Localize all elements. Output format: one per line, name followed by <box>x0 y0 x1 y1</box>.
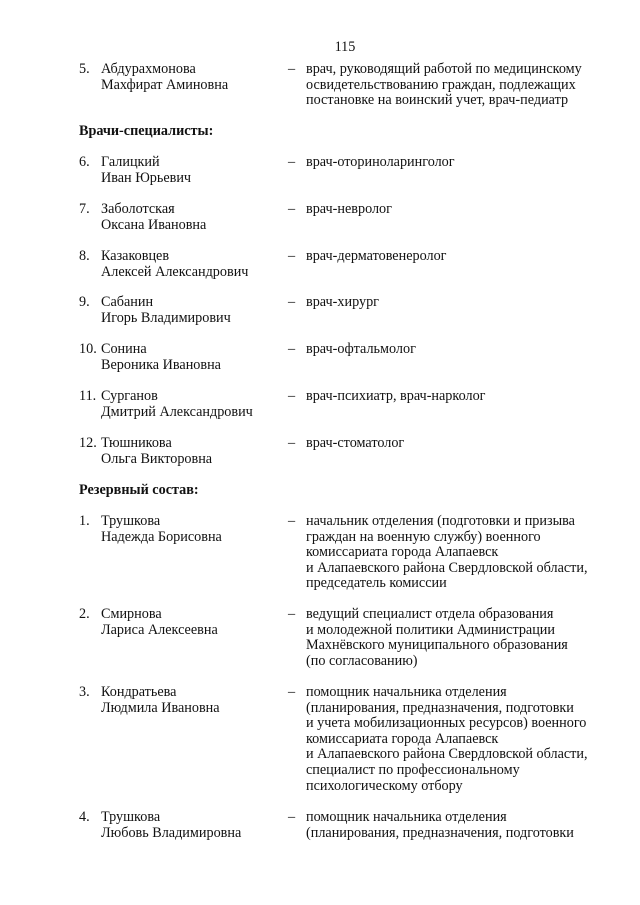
role-line: освидетельствованию граждан, подлежащих <box>306 76 576 93</box>
person-name <box>101 62 281 93</box>
role-description <box>306 202 616 218</box>
dash: – <box>288 294 296 310</box>
dash: – <box>288 341 296 357</box>
person-name <box>101 685 281 716</box>
dash: – <box>288 513 296 529</box>
dash: – <box>288 606 296 622</box>
dash: – <box>288 154 296 170</box>
item-number: 3. <box>79 684 90 700</box>
given-names: Дмитрий Александрович <box>101 403 253 420</box>
given-names: Иван Юрьевич <box>101 169 192 186</box>
role-line: (планирования, предназначения, подготовки <box>306 824 574 841</box>
item-number: 6. <box>79 154 90 170</box>
role-line: граждан на военную службу) военного <box>306 528 541 545</box>
surname: Абдурахмонова <box>101 61 196 77</box>
surname: Тюшникова <box>101 435 172 451</box>
role-line: и молодежной политики Администрации <box>306 621 555 638</box>
item-number: 5. <box>79 61 90 77</box>
person-name <box>101 607 281 638</box>
item-number: 1. <box>79 513 90 529</box>
dash: – <box>288 684 296 700</box>
role-description <box>306 389 616 405</box>
section-heading-specialists: Врачи-специалисты: <box>79 123 214 139</box>
role-line: комиссариата города Алапаевск <box>306 730 499 747</box>
role-description <box>306 295 616 311</box>
item-number: 8. <box>79 248 90 264</box>
dash: – <box>288 61 296 77</box>
role-line: ведущий специалист отдела образования <box>306 606 554 622</box>
given-names: Лариса Алексеевна <box>101 621 218 638</box>
surname: Сонина <box>101 341 147 357</box>
item-number: 10. <box>79 341 97 357</box>
role-description <box>306 810 616 841</box>
role-line: врач-невролог <box>306 201 392 217</box>
section-heading-reserve: Резервный состав: <box>79 482 199 498</box>
dash: – <box>288 388 296 404</box>
surname: Смирнова <box>101 606 162 622</box>
role-description <box>306 155 616 171</box>
person-name <box>101 436 281 467</box>
role-description <box>306 62 616 109</box>
item-number: 9. <box>79 294 90 310</box>
given-names: Любовь Владимировна <box>101 824 242 841</box>
role-line: врач-офтальмолог <box>306 341 416 357</box>
surname: Сабанин <box>101 294 154 310</box>
role-line: врач-дерматовенеролог <box>306 248 447 264</box>
role-line: врач-хирург <box>306 294 379 310</box>
surname: Сурганов <box>101 388 158 404</box>
given-names: Игорь Владимирович <box>101 309 231 326</box>
item-number: 12. <box>79 435 97 451</box>
role-description <box>306 249 616 265</box>
role-line: помощник начальника отделения <box>306 684 507 700</box>
item-number: 11. <box>79 388 97 404</box>
person-name <box>101 342 281 373</box>
given-names: Оксана Ивановна <box>101 216 207 233</box>
role-line: психологическому отбору <box>306 777 463 794</box>
role-line: врач-стоматолог <box>306 435 405 451</box>
person-name <box>101 155 281 186</box>
item-number: 4. <box>79 809 90 825</box>
page-number: 115 <box>334 39 356 55</box>
surname: Казаковцев <box>101 248 170 264</box>
role-description <box>306 607 616 669</box>
surname: Трушкова <box>101 809 161 825</box>
role-description <box>306 436 616 452</box>
role-line: и Алапаевского района Свердловской области, <box>306 746 588 763</box>
role-line: и учета мобилизационных ресурсов) военного <box>306 715 587 732</box>
role-line: врач-оториноларинголог <box>306 154 455 170</box>
given-names: Людмила Ивановна <box>101 699 220 716</box>
person-name <box>101 249 281 280</box>
person-name <box>101 810 281 841</box>
dash: – <box>288 248 296 264</box>
role-line: Махнёвского муниципального образования <box>306 637 568 654</box>
role-line: председатель комиссии <box>306 575 447 592</box>
role-line: комиссариата города Алапаевск <box>306 544 499 561</box>
given-names: Надежда Борисовна <box>101 528 222 545</box>
surname: Галицкий <box>101 154 160 170</box>
role-line: врач-психиатр, врач-нарколог <box>306 388 486 404</box>
given-names: Махфират Аминовна <box>101 76 229 93</box>
role-line: (планирования, предназначения, подготовки <box>306 699 574 716</box>
given-names: Ольга Викторовна <box>101 450 213 467</box>
person-name <box>101 514 281 545</box>
role-line: (по согласованию) <box>306 652 418 669</box>
role-line: помощник начальника отделения <box>306 809 507 825</box>
person-name <box>101 389 281 420</box>
role-description <box>306 514 616 592</box>
role-description <box>306 685 616 794</box>
item-number: 7. <box>79 201 90 217</box>
item-number: 2. <box>79 606 90 622</box>
surname: Трушкова <box>101 513 161 529</box>
role-line: врач, руководящий работой по медицинскому <box>306 61 582 77</box>
given-names: Вероника Ивановна <box>101 356 221 373</box>
person-name <box>101 295 281 326</box>
role-description <box>306 342 616 358</box>
surname: Кондратьева <box>101 684 177 700</box>
role-line: начальник отделения (подготовки и призыва <box>306 513 575 529</box>
given-names: Алексей Александрович <box>101 263 249 280</box>
dash: – <box>288 435 296 451</box>
role-line: постановке на воинский учет, врач-педиатр <box>306 92 569 109</box>
dash: – <box>288 201 296 217</box>
surname: Заболотская <box>101 201 175 217</box>
role-line: специалист по профессиональному <box>306 761 520 778</box>
person-name <box>101 202 281 233</box>
dash: – <box>288 809 296 825</box>
role-line: и Алапаевского района Свердловской области, <box>306 559 588 576</box>
